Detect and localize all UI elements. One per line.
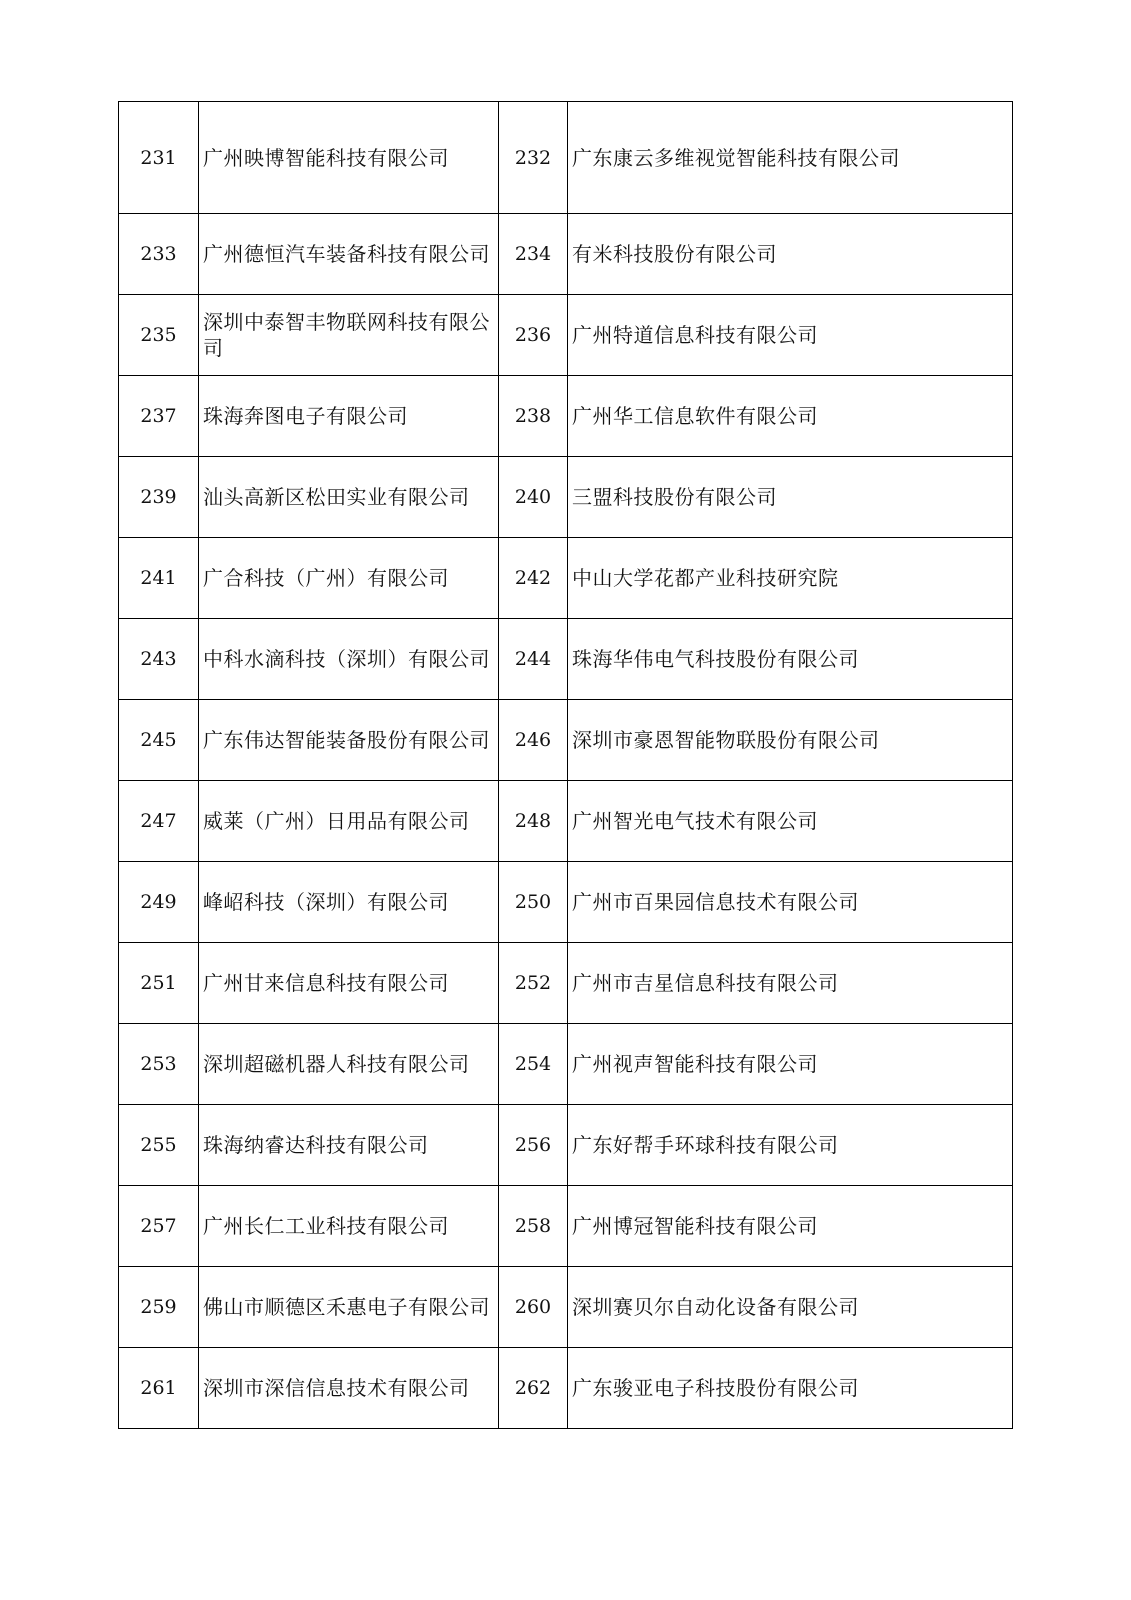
left-company-name-cell: 广州映博智能科技有限公司 [199,102,499,214]
left-company-name-cell: 广州德恒汽车装备科技有限公司 [199,214,499,295]
table-row [119,700,1013,781]
right-number-cell: 250 [499,862,568,943]
right-number-cell: 254 [499,1024,568,1105]
right-number-cell: 232 [499,102,568,214]
right-company-name-cell: 三盟科技股份有限公司 [568,457,1013,538]
left-number-cell: 241 [119,538,199,619]
left-number-cell: 245 [119,700,199,781]
table-row [119,1348,1013,1429]
left-company-name-cell: 深圳市深信信息技术有限公司 [199,1348,499,1429]
right-number-cell: 260 [499,1267,568,1348]
right-number-cell: 234 [499,214,568,295]
table-row [119,1267,1013,1348]
left-number-cell: 235 [119,295,199,376]
table-row [119,214,1013,295]
table-row [119,376,1013,457]
left-company-name-cell: 深圳超磁机器人科技有限公司 [199,1024,499,1105]
right-company-name-cell: 广州智光电气技术有限公司 [568,781,1013,862]
left-company-name-cell: 广州甘来信息科技有限公司 [199,943,499,1024]
table-row [119,1186,1013,1267]
right-company-name-cell: 广州市吉星信息科技有限公司 [568,943,1013,1024]
company-list-table [118,101,1013,1429]
table-row [119,862,1013,943]
right-number-cell: 262 [499,1348,568,1429]
left-number-cell: 239 [119,457,199,538]
left-number-cell: 251 [119,943,199,1024]
right-company-name-cell: 中山大学花都产业科技研究院 [568,538,1013,619]
table-row [119,538,1013,619]
right-number-cell: 236 [499,295,568,376]
left-company-name-cell: 广合科技（广州）有限公司 [199,538,499,619]
left-company-name-cell: 威莱（广州）日用品有限公司 [199,781,499,862]
left-company-name-cell: 珠海纳睿达科技有限公司 [199,1105,499,1186]
right-company-name-cell: 有米科技股份有限公司 [568,214,1013,295]
left-number-cell: 249 [119,862,199,943]
right-company-name-cell: 广州博冠智能科技有限公司 [568,1186,1013,1267]
right-company-name-cell: 深圳市豪恩智能物联股份有限公司 [568,700,1013,781]
left-company-name-cell: 广州长仁工业科技有限公司 [199,1186,499,1267]
table-row [119,1024,1013,1105]
right-number-cell: 246 [499,700,568,781]
left-number-cell: 255 [119,1105,199,1186]
left-company-name-cell: 峰岹科技（深圳）有限公司 [199,862,499,943]
right-company-name-cell: 珠海华伟电气科技股份有限公司 [568,619,1013,700]
left-number-cell: 253 [119,1024,199,1105]
right-company-name-cell: 广州视声智能科技有限公司 [568,1024,1013,1105]
right-number-cell: 242 [499,538,568,619]
right-company-name-cell: 广州市百果园信息技术有限公司 [568,862,1013,943]
right-company-name-cell: 广东康云多维视觉智能科技有限公司 [568,102,1013,214]
left-number-cell: 231 [119,102,199,214]
table-row [119,102,1013,214]
right-number-cell: 244 [499,619,568,700]
company-table-body [119,102,1013,1429]
left-number-cell: 257 [119,1186,199,1267]
left-company-name-cell: 深圳中泰智丰物联网科技有限公司 [199,295,499,376]
table-row [119,781,1013,862]
right-number-cell: 252 [499,943,568,1024]
left-company-name-cell: 广东伟达智能装备股份有限公司 [199,700,499,781]
left-number-cell: 259 [119,1267,199,1348]
left-company-name-cell: 佛山市顺德区禾惠电子有限公司 [199,1267,499,1348]
left-number-cell: 261 [119,1348,199,1429]
left-number-cell: 243 [119,619,199,700]
right-company-name-cell: 广州华工信息软件有限公司 [568,376,1013,457]
left-company-name-cell: 中科水滴科技（深圳）有限公司 [199,619,499,700]
right-company-name-cell: 广东好帮手环球科技有限公司 [568,1105,1013,1186]
table-row [119,457,1013,538]
right-number-cell: 240 [499,457,568,538]
table-row [119,295,1013,376]
right-number-cell: 256 [499,1105,568,1186]
right-company-name-cell: 深圳赛贝尔自动化设备有限公司 [568,1267,1013,1348]
left-company-name-cell: 珠海奔图电子有限公司 [199,376,499,457]
left-number-cell: 237 [119,376,199,457]
left-number-cell: 247 [119,781,199,862]
left-number-cell: 233 [119,214,199,295]
right-number-cell: 248 [499,781,568,862]
table-row [119,1105,1013,1186]
table-row [119,619,1013,700]
right-number-cell: 238 [499,376,568,457]
left-company-name-cell: 汕头高新区松田实业有限公司 [199,457,499,538]
right-company-name-cell: 广东骏亚电子科技股份有限公司 [568,1348,1013,1429]
right-number-cell: 258 [499,1186,568,1267]
right-company-name-cell: 广州特道信息科技有限公司 [568,295,1013,376]
table-row [119,943,1013,1024]
